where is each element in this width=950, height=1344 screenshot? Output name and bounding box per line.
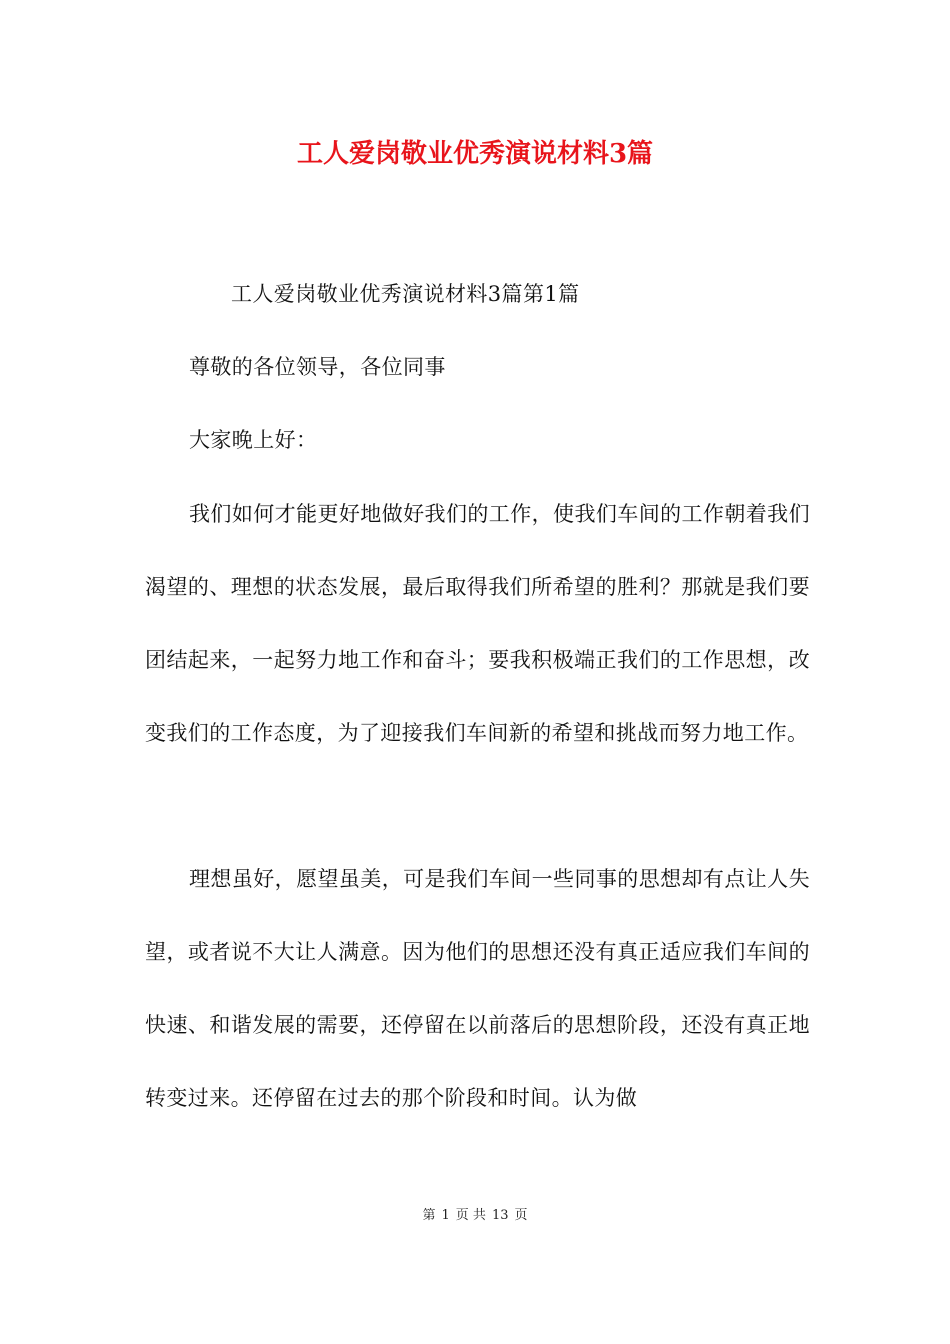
footer-suffix: 页 xyxy=(514,1208,528,1223)
document-title: 工人爱岗敬业优秀演说材料3篇 xyxy=(296,139,654,169)
salutation-line: 大家晚上好： xyxy=(189,428,318,452)
section-heading: 工人爱岗敬业优秀演说材料3篇第1篇 xyxy=(231,282,580,306)
page-footer xyxy=(0,1206,950,1226)
body-paragraph-1: 我们如何才能更好地做好我们的工作，使我们车间的工作朝着我们渴望的、理想的状态发展，最后取得我们所希望的胜利？那就是我们要团结起来，一起努力地工作和奋斗；要我积极端正我们的工作思想，改变我们的工作态度，为了迎接我们车间新的希望和挑战而努力地工作。 xyxy=(145,502,810,745)
footer-mid: 页 共 xyxy=(455,1208,486,1223)
footer-prefix: 第 xyxy=(422,1208,436,1223)
footer-current-page: 1 xyxy=(441,1208,450,1223)
footer-total-pages: 13 xyxy=(491,1208,509,1223)
greeting-line: 尊敬的各位领导，各位同事 xyxy=(189,355,446,379)
body-paragraph-2: 理想虽好，愿望虽美，可是我们车间一些同事的思想却有点让人失望，或者说不大让人满意。因为他们的思想还没有真正适应我们车间的快速、和谐发展的需要，还停留在以前落后的思想阶段，还没有真正地转变过来。还停留在过去的那个阶段和时间。认为做 xyxy=(145,867,810,1110)
